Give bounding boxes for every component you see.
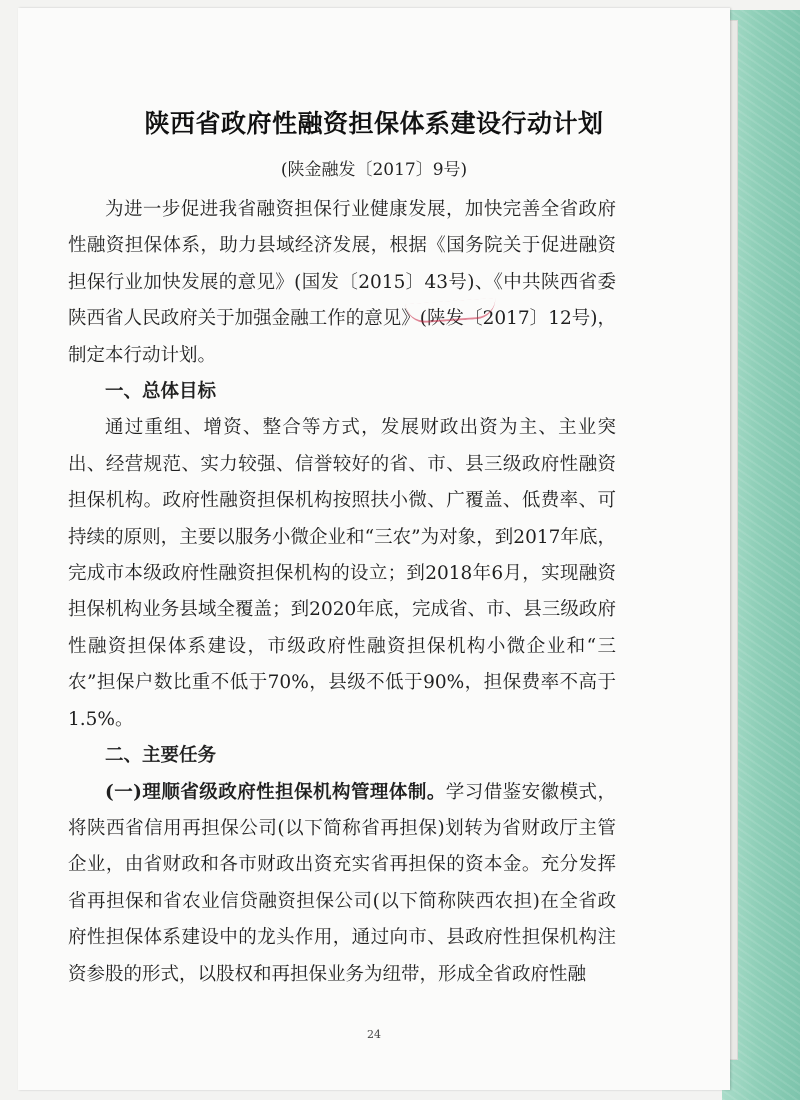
section-heading-main-tasks: 二、主要任务 xyxy=(105,745,217,767)
document-body xyxy=(68,192,616,993)
document-number: (陕金融发〔2017〕9号) xyxy=(280,160,468,180)
task-one-lead: (一)理顺省级政府性担保机构管理体制。 xyxy=(105,781,446,803)
intro-paragraph: 为进一步促进我省融资担保行业健康发展，加快完善全省政府性融资担保体系，助力县域经济发展，根据《国务院关于促进融资担保行业加快发展的意见》(国发〔2015〕43号)、《中共陕西省委 陕西省人民政府关于加强金融工作的意见》(陕发〔2017〕12号)，制定本行动计划。 xyxy=(68,199,616,366)
document-title: 陕西省政府性融资担保体系建设行动计划 xyxy=(144,109,604,138)
document-page xyxy=(18,8,730,1090)
task-one-text: 学习借鉴安徽模式，将陕西省信用再担保公司(以下简称省再担保)划转为省财政厅主管企业，由省财政和各市财政出资充实省再担保的资本金。充分发挥省再担保和省农业信贷融资担保公司(以下简称陕西农担)在全省政府性担保体系建设中的龙头作用，通过向市、县政府性担保机构注资参股的形式，以股权和再担保业务为纽带，形成全省政府性融 xyxy=(68,781,616,985)
general-goals-paragraph: 通过重组、增资、整合等方式，发展财政出资为主、主业突出、经营规范、实力较强、信誉较好的省、市、县三级政府性融资担保机构。政府性融资担保机构按照扶小微、广覆盖、低费率、可持续的原则，主要以服务小微企业和“三农”为对象，到2017年底，完成市本级政府性融资担保机构的设立；到2018年6月，实现融资担保机构业务县域全覆盖；到2020年底，完成省、市、县三级政府性融资担保体系建设，市级政府性融资担保机构小微企业和“三农”担保户数比重不低于70%，县级不低于90%，担保费率不高于1.5%。 xyxy=(68,417,616,730)
task-one-paragraph xyxy=(68,775,616,993)
section-heading-general-goals: 一、总体目标 xyxy=(105,381,217,403)
page-number: 24 xyxy=(367,1028,381,1041)
